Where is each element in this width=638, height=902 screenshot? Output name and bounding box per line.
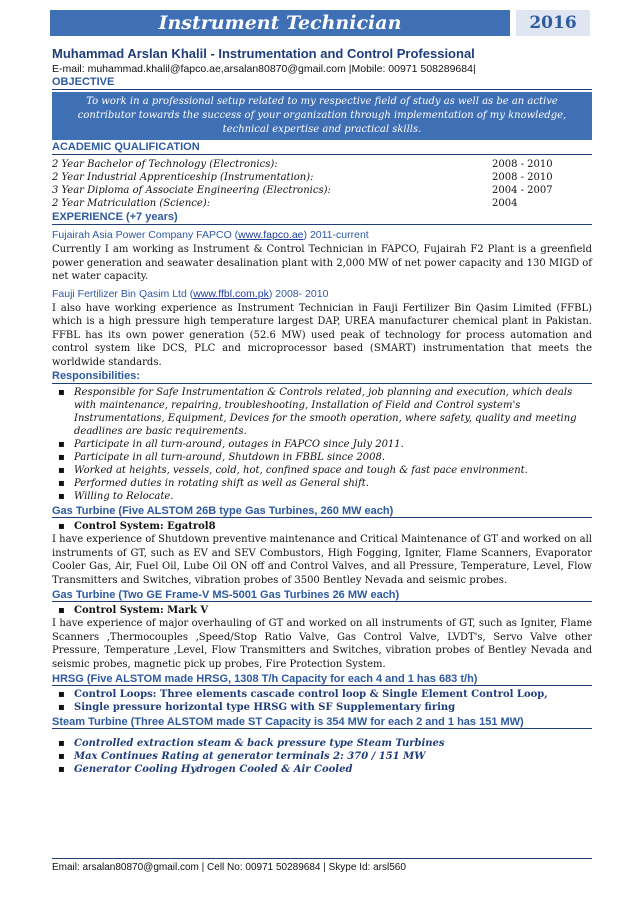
list-item: ▪ Responsible for Safe Instrumentation & Controls related, job planning and execution, which deals with maintenance, repairing, troubleshooting, Installation of Field and Control system's Instrumentations, Equipment, Devices for the smooth operation, where safety, quality and meeting deadlines are basic requirements. bbox=[74, 386, 592, 438]
responsibilities-heading: Responsibilities: bbox=[52, 370, 592, 384]
resume-body bbox=[52, 46, 592, 776]
gt-description: I have experience of Shutdown preventive maintenance and Critical Maintenance of GT and worked on all instruments of GT, such as EV and SEV Combustors, High Fogging, Igniter, Flame Scanners, Evaporator Cooler Gas, Air, Fuel Oil, Lube Oil ON off and Control Valves, and all Pressure, Temperature, Level, Flow Transmitters and Switches, vibration probes of 3500 Bentley Nevada and seismic probes. bbox=[52, 534, 592, 586]
objective-text: To work in a professional setup related to my respective field of study as well as be an active contributor towards the success of your organization through implementation of my knowledge, technical expertise and practical skills. bbox=[52, 92, 592, 140]
list-item: ▪ Performed duties in rotating shift as well as General shift. bbox=[74, 477, 592, 490]
table-row bbox=[52, 171, 592, 184]
list-item: ▪ Control Loops: Three elements cascade control loop & Single Element Control Loop, bbox=[74, 688, 592, 701]
list-item: ▪ Controlled extraction steam & back pressure type Steam Turbines bbox=[74, 737, 592, 750]
gas-turbine-alstom-heading: Gas Turbine (Five ALSTOM 26B type Gas Turbines, 260 MW each) bbox=[52, 505, 592, 518]
degree: 2 Year Bachelor of Technology (Electronics): bbox=[52, 159, 278, 170]
company-name: Fujairah Asia Power Company FAPCO ( bbox=[52, 229, 239, 241]
degree: 2 Year Industrial Apprenticeship (Instrumentation): bbox=[52, 172, 314, 183]
years: 2004 - 2007 bbox=[492, 185, 553, 196]
company-link[interactable]: www.ffbl.com.pk bbox=[193, 287, 269, 300]
experience-heading: EXPERIENCE (+7 years) bbox=[52, 211, 592, 225]
control-system-list bbox=[52, 520, 592, 533]
qualification-heading: ACADEMIC QUALIFICATION bbox=[52, 141, 592, 155]
header-bar bbox=[50, 10, 590, 36]
list-item: ▪ Control System: Egatrol8 bbox=[74, 520, 592, 533]
gt-description: I have experience of major overhauling of GT and worked on all instruments of GT, such as Igniter, Flame Scanners ,Thermocouples ,Speed/Stop Ratio Valve, Gas Control Valve, LVDT's, Servo Valve other Pressure, Temperature ,Level, Flow Transmitters and Switches, vibration probes of Bentley Nevada and seismic probes, magnetic pick up probes, Fire Protection System. bbox=[52, 618, 592, 670]
list-item: ▪ Willing to Relocate. bbox=[74, 490, 592, 503]
company-fapco bbox=[52, 229, 592, 241]
company-ffbl bbox=[52, 288, 592, 300]
contact-line: E-mail: muhammad.khalil@fapco.ae,arsalan80870@gmail.com |Mobile: 00971 508289684| bbox=[52, 63, 476, 75]
year-badge: 2016 bbox=[516, 10, 590, 36]
years: 2004 bbox=[492, 198, 518, 209]
candidate-name: Muhammad Arslan Khalil - Instrumentation and Control Professional bbox=[52, 46, 475, 61]
responsibilities-list bbox=[52, 386, 592, 503]
job-description: Currently I am working as Instrument & Control Technician in FAPCO, Fujairah F2 Plant is a greenfield power generation and seawater desalination plant with 2,000 MW of net power capacity and 130 MIGD of net water capacity. bbox=[52, 244, 592, 282]
company-name: Fauji Fertilizer Bin Qasim Ltd ( bbox=[52, 287, 194, 300]
list-item: ▪ Control System: Mark V bbox=[74, 604, 592, 617]
table-row bbox=[52, 158, 592, 171]
list-item: ▪ Single pressure horizontal type HRSG with SF Supplementary firing bbox=[74, 701, 592, 714]
years: 2008 - 2010 bbox=[492, 172, 553, 183]
table-row bbox=[52, 184, 592, 197]
gas-turbine-ge-heading: Gas Turbine (Two GE Frame-V MS-5001 Gas Turbines 26 MW each) bbox=[52, 589, 592, 602]
list-item: ▪ Worked at heights, vessels, cold, hot, confined space and tough & fast pace environment. bbox=[74, 464, 592, 477]
footer-contact: Email: arsalan80870@gmail.com | Cell No: 00971 50289684 | Skype Id: arsl560 bbox=[52, 858, 592, 873]
steam-turbine-list bbox=[52, 737, 592, 776]
hrsg-list bbox=[52, 688, 592, 714]
table-row bbox=[52, 197, 592, 210]
degree: 3 Year Diploma of Associate Engineering (Electronics): bbox=[52, 185, 331, 196]
list-item: ▪ Generator Cooling Hydrogen Cooled & Air Cooled bbox=[74, 763, 592, 776]
list-item: ▪ Max Continues Rating at generator terminals 2: 370 / 151 MW bbox=[74, 750, 592, 763]
job-title: Instrument Technician bbox=[50, 10, 510, 36]
steam-turbine-heading: Steam Turbine (Three ALSTOM made ST Capacity is 354 MW for each 2 and 1 has 151 MW) bbox=[52, 716, 592, 729]
company-dates: ) 2008- 2010 bbox=[268, 287, 329, 300]
list-item: ▪ Participate in all turn-around, Shutdown in FBBL since 2008. bbox=[74, 451, 592, 464]
qualification-table bbox=[52, 158, 592, 210]
company-link[interactable]: www.fapco.ae bbox=[238, 229, 304, 241]
company-dates: ) 2011-current bbox=[303, 229, 369, 241]
degree: 2 Year Matriculation (Science): bbox=[52, 198, 211, 209]
objective-heading: OBJECTIVE bbox=[52, 76, 592, 90]
list-item: ▪ Participate in all turn-around, outages in FAPCO since July 2011. bbox=[74, 438, 592, 451]
job-description: I also have working experience as Instrument Technician in Fauji Fertilizer Bin Qasim Limited (FFBL) which is a high pressure high temperature largest DAP, UREA manufacturer chemical plant in Pakistan. FFBL has its own power generation (52.6 MW) used peak of technology for process automation and control system like DCS, PLC and microprocessor based (SMART) instrumentation that meets the worldwide standards. bbox=[52, 302, 592, 368]
hrsg-heading: HRSG (Five ALSTOM made HRSG, 1308 T/h Capacity for each 4 and 1 has 683 t/h) bbox=[52, 673, 592, 686]
years: 2008 - 2010 bbox=[492, 159, 553, 170]
control-system-list bbox=[52, 604, 592, 617]
